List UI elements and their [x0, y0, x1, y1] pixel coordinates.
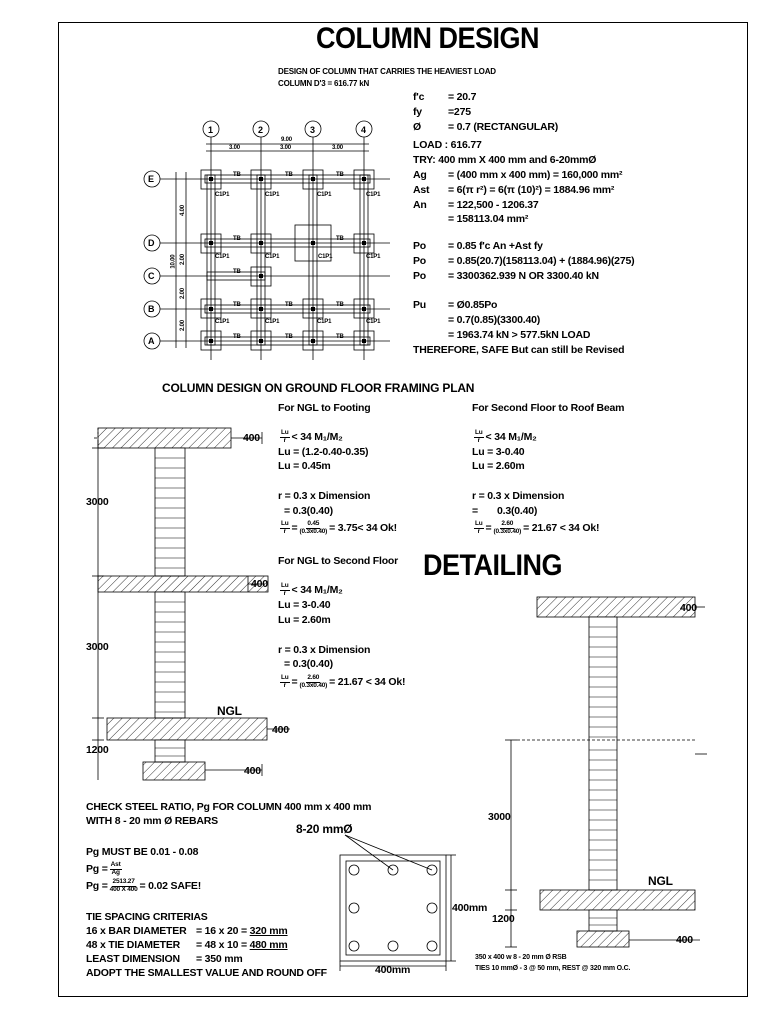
ngl-second-heading: For NGL to Second Floor — [278, 555, 399, 567]
dim-400: 400 — [680, 602, 697, 614]
slenderness-condition: < 34 M₁/M₂ — [485, 430, 537, 443]
beam-tag: TB — [285, 334, 293, 340]
section-width-dim: 400mm — [375, 964, 411, 976]
dim-400: 400 — [272, 724, 289, 736]
grid-label-A: A — [148, 336, 155, 346]
fc-value: = 20.7 — [448, 91, 477, 103]
plan-left-dim-1: 4.00 — [179, 205, 186, 217]
steel-check-line-2: WITH 8 - 20 mm Ø REBARS — [86, 815, 218, 827]
plan-left-dim-2: 2.00 — [179, 254, 186, 266]
tie-row-3-calc: = 350 mm — [196, 953, 243, 965]
lu-over-r-fraction: $\frac{Lu}{r}$ — [281, 520, 289, 535]
phi-value: = 0.7 (RECTANGULAR) — [448, 121, 559, 133]
column-tag: C1P1 — [265, 192, 280, 198]
section-height-dim: 400mm — [452, 902, 488, 914]
grid-label-B: B — [148, 304, 155, 314]
dim-400: 400 — [251, 578, 268, 590]
an-value-1: = 122,500 - 1206.37 — [448, 199, 539, 211]
ratio-fraction: $\frac{2.60}{(0.3x0.40)}$ — [493, 520, 522, 535]
column-tag: C1P1 — [366, 254, 381, 260]
po-value-3: = 3300362.939 N OR 3300.40 kN — [448, 270, 599, 282]
grid-label-4: 4 — [361, 125, 366, 135]
beam-tag: TB — [336, 172, 344, 178]
load-line: LOAD : 616.77 — [413, 139, 482, 151]
phi-label: Ø — [413, 121, 421, 133]
ratio-fraction: $\frac{2.60}{(0.3x0.40)}$ — [299, 674, 328, 689]
ngl-second-lu-2: Lu = 2.60m — [278, 614, 331, 626]
pg-range: Pg MUST BE 0.01 - 0.08 — [86, 846, 199, 858]
beam-tag: TB — [233, 236, 241, 242]
po-label-2: Po — [413, 255, 427, 267]
lu-over-r-fraction: $\frac{Lu}{r}$ — [281, 429, 289, 444]
an-label: An — [413, 199, 427, 211]
second-roof-r-1: r = 0.3 x Dimension — [472, 490, 565, 502]
rebar-callout: 8-20 mmØ — [296, 822, 353, 836]
ast-label: Ast — [413, 184, 430, 196]
ag-value: = (400 mm x 400 mm) = 160,000 mm² — [448, 169, 623, 181]
ngl-footing-result: = 3.75< 34 Ok! — [329, 521, 397, 534]
tie-row-2-calc: = 48 x 10 = — [196, 939, 250, 951]
intro-line-1: DESIGN OF COLUMN THAT CARRIES THE HEAVIEST LOAD — [278, 67, 496, 76]
second-roof-heading: For Second Floor to Roof Beam — [472, 402, 625, 414]
tie-row-1-result: 320 mm — [249, 925, 288, 937]
ngl-label: NGL — [217, 704, 242, 718]
pu-value-3: = 1963.74 kN > 577.5kN LOAD — [448, 329, 591, 341]
beam-tag: TB — [336, 334, 344, 340]
page-title: COLUMN DESIGN — [316, 21, 539, 55]
pg-label: Pg = — [86, 862, 108, 875]
column-tag: C1P1 — [317, 319, 332, 325]
dim-3000: 3000 — [86, 641, 109, 653]
dim-400: 400 — [676, 934, 693, 946]
column-tag: C1P1 — [366, 319, 381, 325]
fy-label: fy — [413, 106, 422, 118]
lu-over-r-fraction: $\frac{Lu}{r}$ — [281, 674, 289, 689]
column-tag: C1P1 — [265, 319, 280, 325]
tie-row-1-label: 16 x BAR DIAMETER — [86, 925, 187, 937]
beam-tag: TB — [233, 172, 241, 178]
slenderness-condition: < 34 M₁/M₂ — [291, 430, 343, 443]
ngl-second-lu-1: Lu = 3-0.40 — [278, 599, 331, 611]
column-tag: C1P1 — [215, 319, 230, 325]
ag-label: Ag — [413, 169, 427, 181]
detailing-title: DETAILING — [423, 548, 562, 582]
try-line: TRY: 400 mm X 400 mm and 6-20mmØ — [413, 154, 597, 166]
lu-over-r-fraction: $\frac{Lu}{r}$ — [281, 582, 289, 597]
ngl-second-r-1: r = 0.3 x Dimension — [278, 644, 371, 656]
rebar-note: 350 x 400 w 8 - 20 mm Ø RSB — [475, 954, 567, 961]
grid-label-D: D — [148, 238, 155, 248]
fy-value: =275 — [448, 106, 471, 118]
po-value-1: = 0.85 f'c An +Ast fy — [448, 240, 543, 252]
plan-span-dim-2: 3.00 — [280, 145, 291, 151]
column-tag: C1P1 — [215, 254, 230, 260]
beam-tag: TB — [285, 172, 293, 178]
beam-tag: TB — [336, 302, 344, 308]
beam-tag: TB — [233, 334, 241, 340]
pu-label: Pu — [413, 299, 427, 311]
column-tag: C1P1 — [318, 254, 333, 260]
second-roof-r-2: 0.3(0.40) — [497, 505, 538, 517]
plan-span-dim-1: 3.00 — [229, 145, 240, 151]
lu-over-r-fraction: $\frac{Lu}{r}$ — [475, 429, 483, 444]
plan-left-dim-3: 2.00 — [179, 288, 186, 300]
section-title: COLUMN DESIGN ON GROUND FLOOR FRAMING PLAN — [162, 381, 475, 395]
intro-line-2: COLUMN D'3 = 616.77 kN — [278, 79, 370, 88]
beam-tag: TB — [233, 302, 241, 308]
grid-label-1: 1 — [208, 125, 213, 135]
ngl-label: NGL — [648, 874, 673, 888]
lu-over-r-fraction: $\frac{Lu}{r}$ — [475, 520, 483, 535]
pg-calc-fraction: $\frac{2513.27}{400 X 400}$ — [109, 878, 138, 893]
ngl-second-r-2: = 0.3(0.40) — [284, 658, 333, 670]
po-label-1: Po — [413, 240, 427, 252]
column-tag: C1P1 — [366, 192, 381, 198]
dim-3000: 3000 — [488, 811, 511, 823]
fc-label: f'c — [413, 91, 425, 103]
second-roof-lu-1: Lu = 3-0.40 — [472, 446, 525, 458]
pg-label: Pg = — [86, 879, 108, 892]
ties-note: TIES 10 mmØ - 3 @ 50 mm, REST @ 320 mm O.C. — [475, 965, 631, 972]
po-value-2: = 0.85(20.7)(158113.04) + (1884.96)(275) — [448, 255, 635, 267]
column-tag: C1P1 — [265, 254, 280, 260]
ngl-footing-lu-2: Lu = 0.45m — [278, 460, 331, 472]
ngl-footing-r-1: r = 0.3 x Dimension — [278, 490, 371, 502]
plan-left-dim-4: 2.00 — [179, 320, 186, 332]
column-tag: C1P1 — [215, 192, 230, 198]
po-label-3: Po — [413, 270, 427, 282]
dim-400: 400 — [243, 432, 260, 444]
grid-label-2: 2 — [258, 125, 263, 135]
pu-value-1: = Ø0.85Po — [448, 299, 498, 311]
pg-result: = 0.02 SAFE! — [139, 879, 202, 892]
dim-1200: 1200 — [86, 744, 109, 756]
beam-tag: TB — [233, 269, 241, 275]
therefore-line: THEREFORE, SAFE But can still be Revised — [413, 344, 625, 356]
beam-tag: TB — [336, 236, 344, 242]
steel-check-line-1: CHECK STEEL RATIO, Pg FOR COLUMN 400 mm x 400 mm — [86, 801, 372, 813]
second-roof-result: = 21.67 < 34 Ok! — [523, 521, 600, 534]
tie-title: TIE SPACING CRITERIAS — [86, 911, 208, 923]
second-roof-lu-2: Lu = 2.60m — [472, 460, 525, 472]
slenderness-condition: < 34 M₁/M₂ — [291, 583, 343, 596]
plan-span-dim-3: 3.00 — [332, 145, 343, 151]
pu-value-2: = 0.7(0.85)(3300.40) — [448, 314, 541, 326]
ratio-fraction: $\frac{0.45}{(0.3x0.40)}$ — [299, 520, 328, 535]
pg-fraction: $\frac{\text{Ast}}{Ag}$ — [110, 861, 121, 876]
plan-left-total: 10.00 — [170, 254, 177, 269]
tie-row-3-label: LEAST DIMENSION — [86, 953, 180, 965]
ngl-footing-lu-1: Lu = (1.2-0.40-0.35) — [278, 446, 369, 458]
dim-400: 400 — [244, 765, 261, 777]
ngl-footing-heading: For NGL to Footing — [278, 402, 371, 414]
ngl-second-result: = 21.67 < 34 Ok! — [329, 675, 406, 688]
tie-row-2-label: 48 x TIE DIAMETER — [86, 939, 181, 951]
adopt-line: ADOPT THE SMALLEST VALUE AND ROUND OFF — [86, 967, 327, 979]
dim-3000: 3000 — [86, 496, 109, 508]
grid-label-E: E — [148, 174, 154, 184]
tie-row-2-result: 480 mm — [249, 939, 288, 951]
second-roof-eq: = — [472, 505, 478, 517]
plan-total-dim: 9.00 — [281, 137, 292, 143]
grid-label-C: C — [148, 271, 155, 281]
an-value-2: = 158113.04 mm² — [448, 213, 529, 225]
ast-value: = 6(π r²) = 6(π (10)²) = 1884.96 mm² — [448, 184, 615, 196]
grid-label-3: 3 — [310, 125, 315, 135]
column-tag: C1P1 — [317, 192, 332, 198]
tie-row-1-calc: = 16 x 20 = — [196, 925, 250, 937]
ngl-footing-r-2: = 0.3(0.40) — [284, 505, 333, 517]
dim-1200: 1200 — [492, 913, 515, 925]
beam-tag: TB — [285, 302, 293, 308]
